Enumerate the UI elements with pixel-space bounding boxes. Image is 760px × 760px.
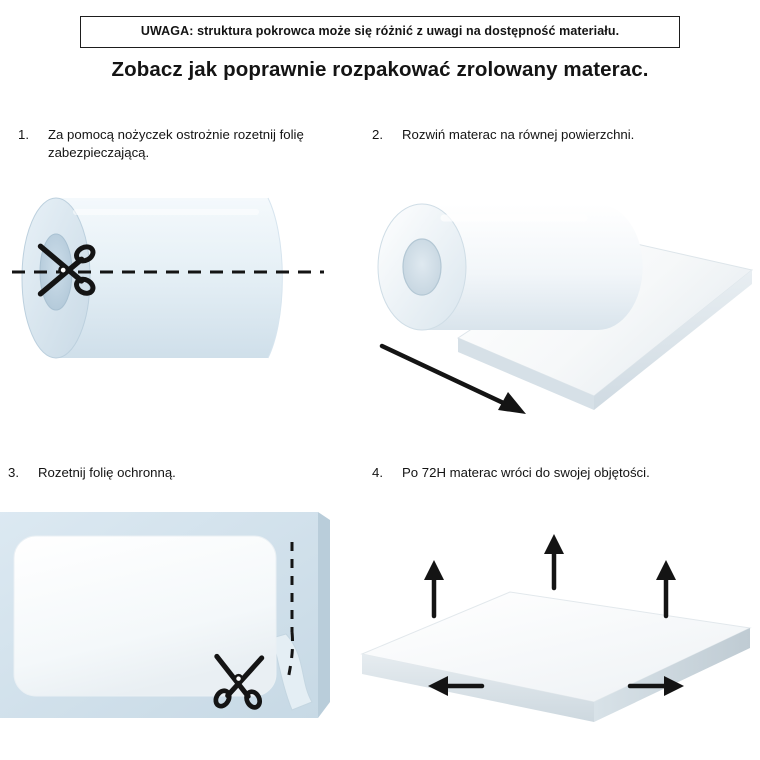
notice-banner-text: UWAGA: struktura pokrowca może się różnić z uwagi na dostępność materiału. [140,24,620,39]
step-2-number: 2. [372,127,383,142]
step-3-text: Rozetnij folię ochronną. [38,465,176,480]
step-2-figure [348,160,756,430]
step-2-caption [372,126,702,144]
step-4-text: Po 72H materac wróci do swojej objętości. [402,465,650,480]
mattress-roll [378,204,643,330]
step-3-number: 3. [8,465,19,480]
step-4-number: 4. [372,465,383,480]
step-1-text: Za pomocą nożyczek ostrożnie rozetnij folię zabezpieczającą. [48,127,304,160]
step-2-text: Rozwiń materac na równej powierzchni. [402,127,635,142]
expand-arrow-up-right [656,560,676,616]
page-title: Zobacz jak poprawnie rozpakować zrolowany materac. [111,58,649,81]
mattress-inside-foil [14,536,276,696]
step-1-caption [18,126,318,162]
expanded-mattress [362,592,750,722]
step-3-figure [0,506,340,756]
step-1-number: 1. [18,127,29,142]
expand-arrow-up-center [544,534,564,588]
expand-arrow-up-left [424,560,444,616]
step-4-caption [372,464,712,482]
step-3-caption [8,464,328,482]
notice-banner [80,16,680,48]
step-4-figure [352,506,756,756]
step-1-figure [6,176,336,406]
